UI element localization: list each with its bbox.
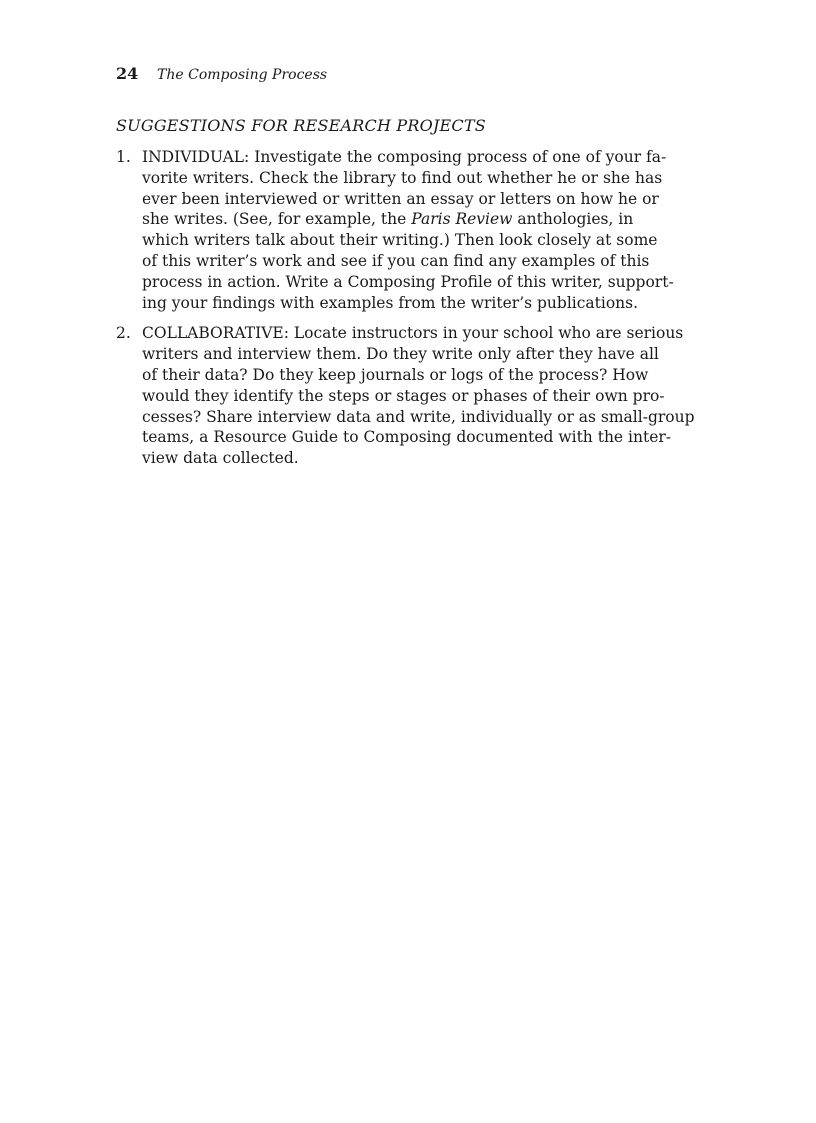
item-line: which writers talk about their writing.) Then look closely at some [142, 231, 658, 250]
list-item [116, 323, 716, 469]
publication-title: Paris Review [411, 210, 513, 229]
item-line: teams, a Resource Guide to Composing documented with the inter- [142, 428, 672, 447]
item-line-with-title [142, 209, 716, 230]
section-heading: SUGGESTIONS FOR RESEARCH PROJECTS [116, 116, 486, 135]
item-line: of this writer’s work and see if you can find any examples of this [142, 251, 650, 270]
item-line: writers and interview them. Do they write only after they have all [142, 345, 659, 364]
running-head [116, 64, 327, 83]
item-line-segment: anthologies, in [512, 210, 634, 229]
item-line: COLLABORATIVE: Locate instructors in your school who are serious [142, 324, 684, 343]
item-line: would they identify the steps or stages or phases of their own pro- [142, 386, 665, 405]
item-line: INDIVIDUAL: Investigate the composing process of one of your fa- [142, 148, 667, 166]
item-line-segment: she writes. (See, for example, the [142, 210, 412, 229]
item-line: cesses? Share interview data and write, individually or as small-group [142, 407, 695, 426]
item-line: ever been interviewed or written an essay or letters on how he or [142, 189, 659, 208]
item-line: process in action. Write a Composing Profile of this writer, support- [142, 272, 674, 291]
research-project-list [116, 147, 716, 479]
running-title: The Composing Process [157, 67, 328, 83]
item-number: 1. [116, 148, 131, 166]
item-line: of their data? Do they keep journals or logs of the process? How [142, 365, 649, 384]
page-number: 24 [116, 64, 139, 83]
item-line: view data collected. [142, 449, 299, 468]
item-line: ing your findings with examples from the writer’s publications. [142, 293, 639, 312]
item-line: vorite writers. Check the library to find out whether he or she has [142, 168, 663, 187]
list-item [116, 147, 716, 313]
item-number: 2. [116, 324, 131, 343]
